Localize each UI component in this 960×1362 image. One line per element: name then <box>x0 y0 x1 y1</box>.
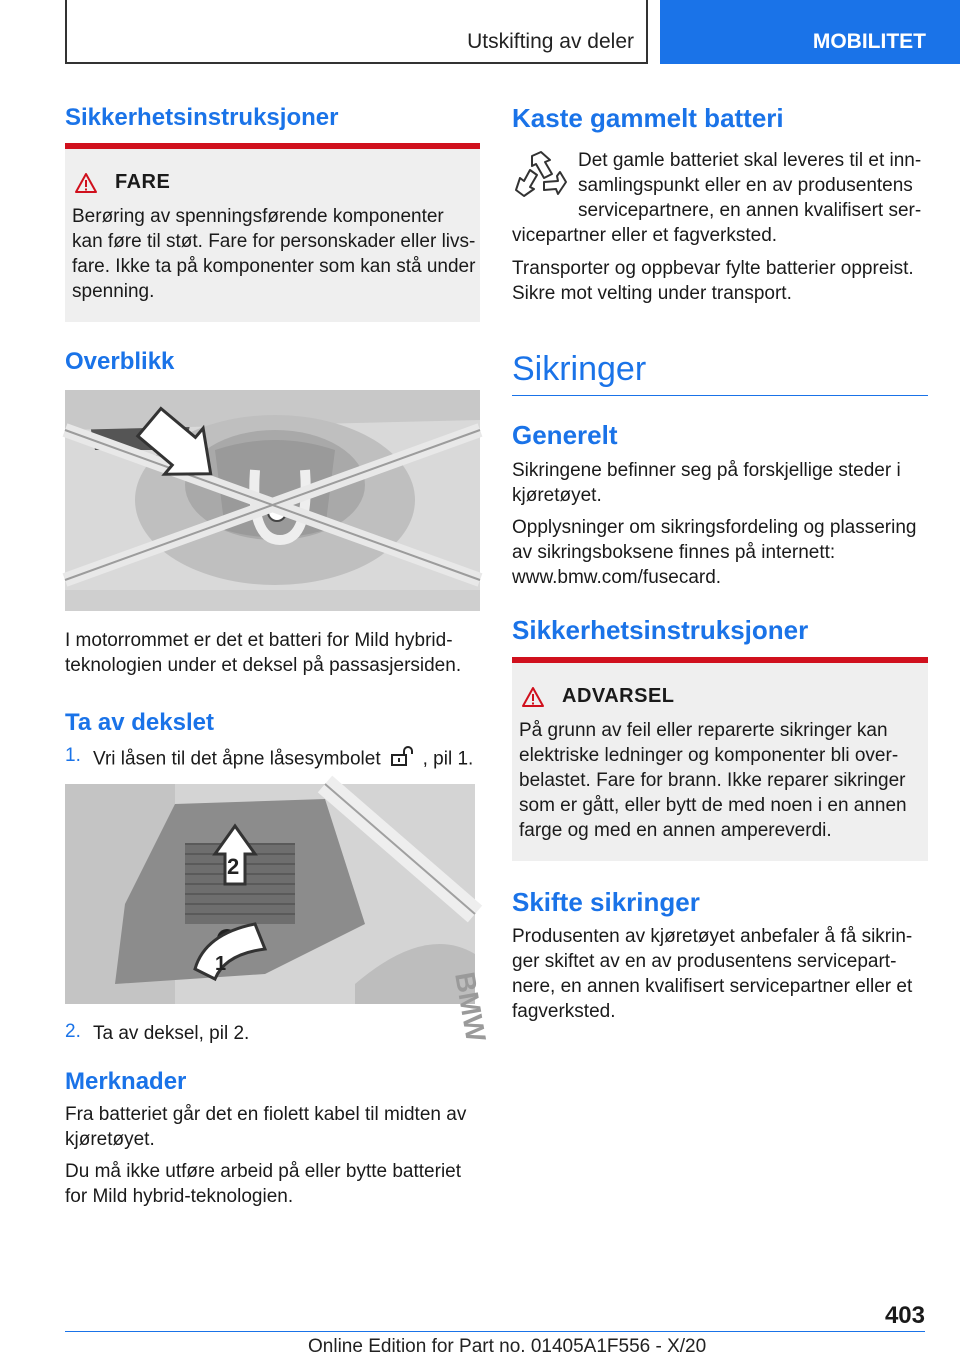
header-chapter-tab <box>660 0 960 64</box>
warning-label: ADVARSEL <box>562 685 675 707</box>
warning-triangle-icon <box>522 687 544 707</box>
cover-arrow-label-2: 2 <box>227 854 240 879</box>
step-2-number: 2. <box>65 1021 81 1042</box>
svg-text:BMW: BMW <box>449 969 492 1044</box>
dispose-heading: Kaste gammelt batteri <box>512 103 784 133</box>
general-paragraph-1: Sikringene befinner seg på forskjellige steder i kjøretøyet. <box>512 460 901 506</box>
danger-text: Berøring av spenningsførende komponenter kan føre til støt. Fare for personskader eller livs-fare. Ikke ta på komponenter som kan stå under spenning. <box>72 206 476 302</box>
engine-bay-illustration <box>65 390 480 611</box>
dispose-paragraph-1: Det gamle batteriet skal leveres til et inn-samlingspunkt eller en av produsentens servicepartnere, en annen kvalifisert ser-vicepartner eller et fagverksted. <box>512 150 922 246</box>
general-paragraph-2: Opplysninger om sikringsfordeling og plassering av sikringsboksene finnes på internett: www.bmw.com/fusecard. <box>512 517 917 588</box>
dispose-paragraph-2: Transporter og oppbevar fylte batterier oppreist. Sikre mot velting under transport. <box>512 258 914 304</box>
change-fuses-heading: Skifte sikringer <box>512 887 700 917</box>
safety-heading: Sikkerhetsinstruksjoner <box>65 104 339 131</box>
notes-heading: Merknader <box>65 1068 187 1095</box>
danger-label: FARE <box>115 171 171 193</box>
warning-header <box>522 685 675 708</box>
fuses-rule <box>512 395 928 396</box>
step-2-text: Ta av deksel, pil 2. <box>93 1023 250 1044</box>
footer-edition: Online Edition for Part no. 01405A1F556 - X/20 <box>308 1336 707 1357</box>
cover-arrow-label-1: 1 <box>215 953 227 975</box>
page-number: 403 <box>884 1302 925 1329</box>
step-1-text: Vri låsen til det åpne låsesymbolet , pil 1. <box>93 745 473 774</box>
header-chapter-label: MOBILITET <box>812 30 926 53</box>
cover-heading: Ta av dekslet <box>65 709 214 736</box>
change-fuses-paragraph: Produsenten av kjøretøyet anbefaler å få sikrin-ger skiftet av en av produsentens servicepart-nere, en annen kvalifisert servicepartner eller et fagverksted. <box>512 926 913 1022</box>
warning-text: På grunn av feil eller reparerte sikringer kan elektriske ledninger og komponenter bli over-belastet. Fare for brann. Ikke reparer sikringer som er gått, eller bytt de med noen i en annen farge og med en annen ampereverdi. <box>519 720 907 841</box>
danger-box <box>65 149 480 322</box>
header-section-tab <box>65 0 648 64</box>
overview-heading: Overblikk <box>65 348 175 375</box>
overview-text: I motorrommet er det et batteri for Mild hybrid-teknologien under et deksel på passasjersiden. <box>65 630 462 676</box>
warning-triangle-icon <box>75 173 97 193</box>
fuse-safety-heading: Sikkerhetsinstruksjoner <box>512 615 809 645</box>
danger-header <box>75 171 170 194</box>
unlock-icon <box>389 745 415 774</box>
fuses-heading: Sikringer <box>512 350 647 388</box>
notes-paragraph-1: Fra batteriet går det en fiolett kabel til midten av kjøretøyet. <box>65 1104 467 1150</box>
footer-rule <box>65 1331 925 1332</box>
warning-box <box>512 663 928 861</box>
general-heading: Generelt <box>512 420 618 450</box>
engine-bay-figure <box>65 390 480 611</box>
step-1-number: 1. <box>65 745 81 766</box>
header-section-label: Utskifting av deler <box>467 30 634 53</box>
notes-paragraph-2: Du må ikke utføre arbeid på eller bytte batteriet for Mild hybrid-teknologien. <box>65 1161 462 1207</box>
